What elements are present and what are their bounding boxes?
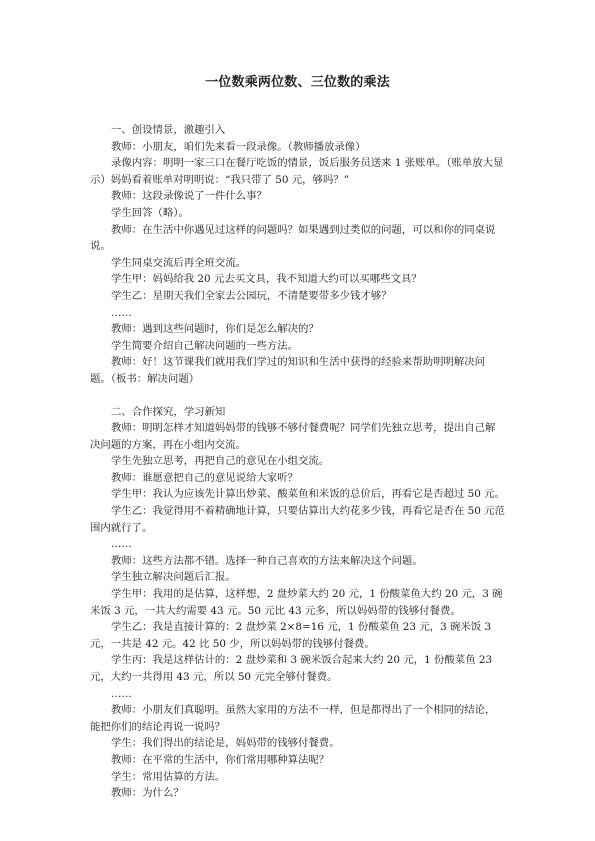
paragraph: 教师：好！这节课我们就用我们学过的知识和生活中获得的经验来帮助明明解决问题。（板书：解决问题） [90, 356, 486, 385]
document-body [90, 122, 505, 802]
paragraph: 教师：小朋友们真聪明。虽然大家用的方法不一样，但是都得出了一个相同的结论，能把你们的结论再说一说吗？ [90, 704, 496, 733]
paragraph: 教师：明明怎样才知道妈妈带的钱够不够付餐费呢？同学们先独立思考，提出自己解决问题的方案，再在小组内交流。 [90, 422, 496, 451]
ellipsis: …… [111, 687, 132, 700]
paragraph: 教师：为什么？ [111, 787, 184, 800]
ellipsis: …… [111, 538, 132, 551]
document-title: 一位数乘两位数、三位数的乘法 [205, 75, 390, 90]
section-heading: 一、创设情景，激趣引入 [111, 124, 226, 136]
paragraph: 教师：在平常的生活中，你们常用哪种算法呢？ [111, 753, 330, 766]
paragraph: 教师：遇到这些问题时，你们是怎么解决的？ [111, 323, 319, 336]
paragraph: 学生丙：我是这样估计的：2 盘炒菜和 3 碗米饭合起来大约 20 元，1 份酸菜鱼 23 元，大约一共得用 43 元，所以 50 元完全够付餐费。 [90, 654, 493, 683]
paragraph: 教师：这些方法都不错。选择一种自己喜欢的方法来解决这个问题。 [111, 554, 423, 567]
paragraph: 学生甲：我用的是估算，这样想，2 盘炒菜大约 20 元，1 份酸菜鱼大约 20 元，3 碗米饭 3 元，一共大约需要 43 元。50 元比 43 元多，所以妈妈带的钱够付餐费。 [90, 588, 503, 617]
paragraph: 学生简要介绍自己解决问题的一些方法。 [111, 339, 299, 352]
paragraph: 学生：常用估算的方法。 [111, 770, 226, 783]
paragraph: 录像内容：明明一家三口在餐厅吃饭的情景，饭后服务员送来 1 张账单。（账单放大显示）妈妈看着账单对明明说：“我只带了 50 元，够吗？” [90, 157, 504, 186]
paragraph: 教师：小朋友，咱们先来看一段录像。（教师播放录像） [111, 140, 366, 153]
paragraph: 学生：我们得出的结论是，妈妈带的钱够付餐费。 [111, 737, 340, 750]
paragraph: 学生乙：星期天我们全家去公园玩，不清楚要带多少钱才够？ [111, 289, 392, 302]
paragraph: 学生甲：我认为应该先计算出炒菜、酸菜鱼和米饭的总价后，再看它是否超过 50 元。 [111, 488, 505, 501]
paragraph: 教师：谁愿意把自己的意见说给大家听？ [111, 471, 299, 484]
paragraph: 学生同桌交流后再全班交流。 [111, 256, 247, 269]
paragraph: 学生甲：妈妈给我 20 元去买文具，我不知道大约可以买哪些文具？ [111, 273, 422, 286]
paragraph: 学生乙：我觉得用不着精确地计算，只要估算出大约花多少钱，再看它是否在 50 元范围内就行了。 [90, 505, 505, 534]
paragraph: 教师：在生活中你遇见过这样的问题吗？如果遇到过类似的问题，可以和你的同桌说说。 [90, 223, 496, 253]
paragraph: 学生独立解决问题后汇报。 [111, 571, 236, 584]
paragraph: 学生乙：我是直接计算的：2 盘炒菜 2×8=16 元，1 份酸菜鱼 23 元，3 碗米饭 3 元，一共是 42 元。42 比 50 少，所以妈妈带的钱够付餐费。 [90, 621, 492, 650]
paragraph: 教师：这段录像说了一件什么事？ [111, 190, 267, 203]
ellipsis: …… [111, 306, 132, 319]
paragraph: 学生回答（略）。 [111, 206, 189, 219]
paragraph: 学生先独立思考，再把自己的意见在小组交流。 [111, 455, 330, 468]
section-heading: 二、合作探究，学习新知 [111, 405, 226, 418]
